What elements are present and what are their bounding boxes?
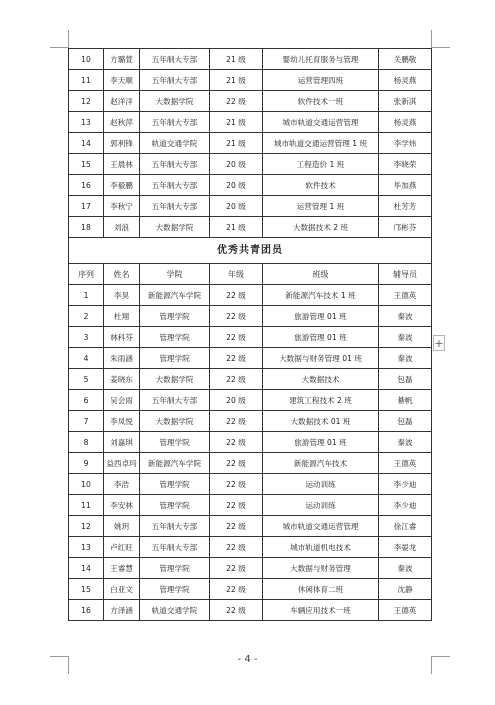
table-cell: 4 [69,348,104,369]
table-cell: 姚玥 [104,516,140,537]
table-cell: 王德英 [379,285,432,306]
table-cell: 五年制大专部 [140,196,210,217]
table-cell: 李晏龙 [379,537,432,558]
table-cell: 大数据学院 [140,411,210,432]
page-number: - 4 - [237,654,258,665]
table-cell: 软件技术 [263,175,379,196]
table-cell: 20 级 [210,154,263,175]
table-cell: 大数据与财务管理 [263,558,379,579]
table-cell: 赵洋洋 [104,91,140,112]
header-cell: 姓名 [104,264,140,285]
table-cell: 运营管理四班 [263,70,379,91]
table-cell: 杨灵燕 [379,112,432,133]
table-cell: 18 [69,217,104,238]
table-cell: 管理学院 [140,348,210,369]
table-cell: 方璐萱 [104,49,140,70]
table-cell: 卢红旺 [104,537,140,558]
table-row [69,495,432,516]
table-cell: 20 级 [210,196,263,217]
table-cell: 秦波 [379,348,432,369]
table-row [69,133,432,154]
table-row [69,175,432,196]
table-cell: 22 级 [210,348,263,369]
table-cell: 刘嘉琪 [104,432,140,453]
table-cell: 轨道交通学院 [140,600,210,621]
table-cell: 秦波 [379,432,432,453]
table-cell: 6 [69,390,104,411]
honor-list-table [68,48,432,621]
table-cell: 新能源汽车学院 [140,285,210,306]
table-cell: 李浩 [104,474,140,495]
table-cell: 秦波 [379,306,432,327]
table-cell: 10 [69,49,104,70]
table-cell: 大数据技术 01 班 [263,411,379,432]
table-cell: 22 级 [210,285,263,306]
crop-mark [431,30,432,48]
table-cell: 新能源汽车技术 1 班 [263,285,379,306]
table-cell: 工程造价 1 班 [263,154,379,175]
table-cell: 5 [69,369,104,390]
table-cell: 16 [69,600,104,621]
table-row [69,217,432,238]
table-cell: 管理学院 [140,306,210,327]
table-cell: 22 级 [210,558,263,579]
table-row [69,390,432,411]
table-cell: 五年制大专部 [140,112,210,133]
table-cell: 五年制大专部 [140,537,210,558]
table-row [69,369,432,390]
table-cell: 李安林 [104,495,140,516]
table-cell: 包磊 [379,369,432,390]
table-cell: 刘浪 [104,217,140,238]
table-cell: 大数据学院 [140,217,210,238]
crop-mark [432,47,450,48]
bottom-rows [69,285,432,621]
table-cell: 3 [69,327,104,348]
table-cell: 车辆应用技术一班 [263,600,379,621]
table-cell: 8 [69,432,104,453]
table-cell: 旅游管理 01 班 [263,327,379,348]
table-cell: 10 [69,474,104,495]
table-cell: 五年制大专部 [140,390,210,411]
table-cell: 王晨林 [104,154,140,175]
table-cell: 16 [69,175,104,196]
table-cell: 李天顺 [104,70,140,91]
table-cell: 包磊 [379,411,432,432]
table-row [69,154,432,175]
table-cell: 王睿慧 [104,558,140,579]
table-cell: 轨道交通学院 [140,133,210,154]
table-cell: 赵秋萍 [104,112,140,133]
table-row [69,579,432,600]
table-cell: 管理学院 [140,579,210,600]
table-cell: 五年制大专部 [140,516,210,537]
table-cell: 白亚文 [104,579,140,600]
table-cell: 李少迪 [379,474,432,495]
table-cell: 李昊 [104,285,140,306]
crop-mark [50,47,68,48]
table-row [69,516,432,537]
table-cell: 朱雨涵 [104,348,140,369]
table-cell: 软件技术一班 [263,91,379,112]
table-cell: 大数据学院 [140,91,210,112]
table-cell: 22 级 [210,306,263,327]
table-cell: 方泽涵 [104,600,140,621]
table-cell: 秦波 [379,327,432,348]
table-cell: 2 [69,306,104,327]
table-cell: 沈静 [379,579,432,600]
table-cell: 20 级 [210,390,263,411]
table-row [69,348,432,369]
header-cell: 班级 [263,264,379,285]
table-cell: 21 级 [210,133,263,154]
table-cell: 大数据技术 [263,369,379,390]
table-cell: 王德英 [379,453,432,474]
table-cell: 22 级 [210,600,263,621]
header-cell: 辅导员 [379,264,432,285]
table-row [69,453,432,474]
table-cell: 王德英 [379,600,432,621]
table-row [69,49,432,70]
table-cell: 徐江睿 [379,516,432,537]
table-cell: 城市轨道交通运营管理 1 班 [263,133,379,154]
table-cell: 李少迪 [379,495,432,516]
table-cell: 綦帆 [379,390,432,411]
table-cell: 大数据技术 2 班 [263,217,379,238]
table-cell: 郭利锋 [104,133,140,154]
table-row [69,327,432,348]
table-cell: 益西卓玛 [104,453,140,474]
table-cell: 五年制大专部 [140,175,210,196]
table-cell: 大数据学院 [140,369,210,390]
table-cell: 21 级 [210,49,263,70]
table-cell: 9 [69,453,104,474]
table-cell: 婴幼儿托育服务与管理 [263,49,379,70]
table-cell: 22 级 [210,432,263,453]
table-cell: 15 [69,154,104,175]
table-cell: 新能源汽车技术 [263,453,379,474]
table-cell: 22 级 [210,495,263,516]
table-cell: 城市轨道交通运营管理 [263,516,379,537]
table-cell: 管理学院 [140,327,210,348]
crop-mark [68,30,69,48]
table-cell: 21 级 [210,70,263,91]
table-cell: 张新淇 [379,91,432,112]
table-cell: 旅游管理 01 班 [263,306,379,327]
table-cell: 关鹏敬 [379,49,432,70]
header-cell: 学院 [140,264,210,285]
table-cell: 14 [69,133,104,154]
table-cell: 12 [69,91,104,112]
table-cell: 管理学院 [140,474,210,495]
table-cell: 22 级 [210,516,263,537]
table-cell: 22 级 [210,411,263,432]
table-cell: 休闲体育二班 [263,579,379,600]
add-icon[interactable]: + [434,337,444,350]
table-cell: 20 级 [210,175,263,196]
table-cell: 邝彬芬 [379,217,432,238]
table-cell: 五年制大专部 [140,49,210,70]
header-cell: 年级 [210,264,263,285]
table-cell: 22 级 [210,474,263,495]
table-cell: 林科芬 [104,327,140,348]
table-row [69,537,432,558]
table-row [69,70,432,91]
table-cell: 李毅鹏 [104,175,140,196]
table-cell: 管理学院 [140,495,210,516]
table-cell: 运动训练 [263,474,379,495]
table-cell: 五年制大专部 [140,70,210,91]
table-cell: 新能源汽车学院 [140,453,210,474]
table-cell: 李学炜 [379,133,432,154]
table-cell: 城市轨道机电技术 [263,537,379,558]
table-cell: 旅游管理 01 班 [263,432,379,453]
table-cell: 22 级 [210,327,263,348]
section-title: 优秀共青团员 [69,238,432,264]
table-cell: 管理学院 [140,432,210,453]
header-cell: 序列 [69,264,104,285]
table-cell: 运营管理 1 班 [263,196,379,217]
table-row [69,474,432,495]
table-cell: 姜晓东 [104,369,140,390]
table-cell: 14 [69,558,104,579]
table-cell: 21 级 [210,217,263,238]
header-row [69,264,432,285]
table-cell: 1 [69,285,104,306]
table-cell: 大数据与财务管理 01 班 [263,348,379,369]
table-cell: 管理学院 [140,558,210,579]
table-row [69,112,432,133]
table-cell: 17 [69,196,104,217]
table-cell: 22 级 [210,91,263,112]
table-cell: 12 [69,516,104,537]
table-cell: 22 级 [210,453,263,474]
table-row [69,196,432,217]
table-cell: 11 [69,495,104,516]
table-cell: 22 级 [210,579,263,600]
table-cell: 13 [69,112,104,133]
table-cell: 李秋宁 [104,196,140,217]
table-cell: 22 级 [210,369,263,390]
table-cell: 秦波 [379,558,432,579]
table-cell: 五年制大专部 [140,154,210,175]
table-cell: 21 级 [210,112,263,133]
table-cell: 建筑工程技术 2 班 [263,390,379,411]
table-cell: 毕加燕 [379,175,432,196]
table-row [69,285,432,306]
table-row [69,306,432,327]
table-row [69,411,432,432]
table-cell: 15 [69,579,104,600]
table-cell: 杨灵燕 [379,70,432,91]
table-row [69,432,432,453]
top-rows [69,49,432,238]
table-row [69,558,432,579]
table-cell: 城市轨道交通运营管理 [263,112,379,133]
table-cell: 吴会雨 [104,390,140,411]
table-row [69,600,432,621]
table-cell: 13 [69,537,104,558]
table-cell: 杜芳芳 [379,196,432,217]
table-cell: 11 [69,70,104,91]
table-cell: 杜翔 [104,306,140,327]
table-cell: 运动训练 [263,495,379,516]
table-cell: 李凤悦 [104,411,140,432]
table-row [69,91,432,112]
table-cell: 7 [69,411,104,432]
table-cell: 22 级 [210,537,263,558]
table-cell: 李晓荣 [379,154,432,175]
